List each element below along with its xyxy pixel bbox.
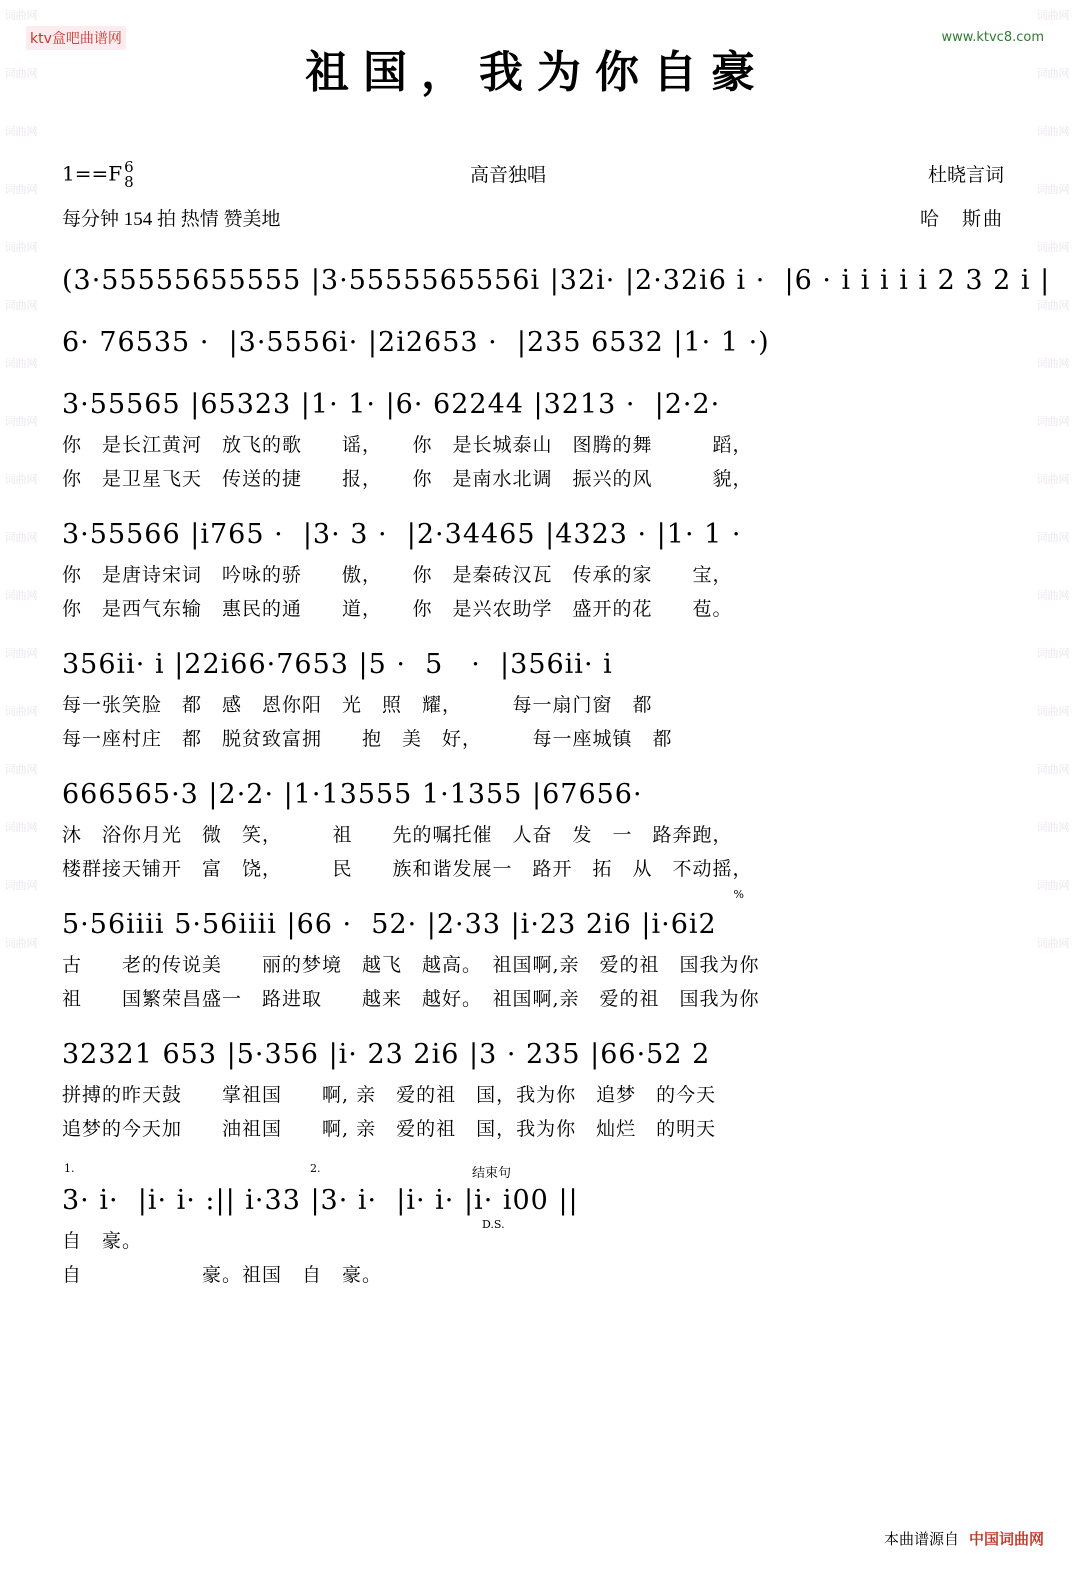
watermark-text: 词曲网 (1036, 357, 1070, 370)
system-verse-2 (0, 512, 1074, 626)
system-intro-2 (0, 320, 1074, 366)
watermark-text: 词曲网 (4, 589, 38, 602)
system-intro-1 (0, 258, 1074, 304)
watermark-text: 词曲网 (1036, 821, 1070, 834)
watermark-text: 词曲网 (4, 705, 38, 718)
watermark-text: 词曲网 (4, 763, 38, 776)
system-chorus-4 (0, 1032, 1074, 1146)
composer-credit: 哈 斯曲 (919, 209, 1004, 230)
watermark-text: 词曲网 (4, 415, 38, 428)
watermark-text: 词曲网 (1036, 125, 1070, 138)
watermark-text: 词曲网 (1036, 531, 1070, 544)
lyric-line-1: 你 是长江黄河 放飞的歌 谣， 你 是长城泰山 图腾的舞 蹈， (62, 434, 753, 456)
watermark-text: 词曲网 (4, 241, 38, 254)
lyric-line-1: 古 老的传说美 丽的梦境 越飞 越高。 祖国啊,亲 爱的祖 国我为你 (62, 954, 760, 976)
watermark-text: 词曲网 (4, 647, 38, 660)
watermark-text: 词曲网 (4, 299, 38, 312)
ending-bracket-1-label: 1. (64, 1162, 75, 1175)
lyric-line-1: 每一张笑脸 都 感 恩你阳 光 照 耀， 每一扇门窗 都 (62, 694, 653, 716)
site-tag: ktv盒吧曲谱网 (26, 26, 126, 50)
notation-line: 666565·3 |2·2· |1·13555 1·1355 |67656· (62, 779, 643, 810)
watermark-text: 词曲网 (4, 67, 38, 80)
lyric-line-1: 沐 浴你月光 微 笑， 祖 先的嘱托催 人奋 发 一 路奔跑， (62, 824, 733, 846)
lyric-line-2: 自 豪。祖国 自 豪。 (62, 1264, 383, 1286)
watermark-text: 词曲网 (1036, 299, 1070, 312)
lyric-line-2: 祖 国繁荣昌盛一 路进取 越来 越好。 祖国啊,亲 爱的祖 国我为你 (62, 988, 760, 1010)
key-text: 1==F (62, 161, 123, 186)
footer-text: 本曲谱源自 (883, 1530, 959, 1548)
music-sheet (0, 258, 1074, 1292)
notation-line: 32321 653 |5·356 |i· 23 2i6 |3 · 235 |66·52 2 (62, 1039, 711, 1070)
notation-line: (3·55555655555 |3·5555565556i |32i· |2·32i6 i · |6 · i i i i i 2 3 2 i | (62, 265, 1051, 296)
watermark-text: 词曲网 (1036, 473, 1070, 486)
lyricist-credit: 杜晓言词 (927, 165, 1004, 186)
watermark-text: 词曲网 (4, 937, 38, 950)
notation-line: 5·56iiii 5·56iiii |66 · 52· |2·33 |i·23 2i6 |i·6i2 (62, 909, 717, 940)
score-metadata (0, 152, 1074, 242)
watermark-text: 词曲网 (4, 821, 38, 834)
lyric-line-1: 自 豪。 (62, 1230, 143, 1252)
time-signature-bottom: 8 (124, 173, 134, 191)
watermark-text: 词曲网 (1036, 415, 1070, 428)
system-chorus-3 (0, 888, 1074, 1016)
watermark-text: 词曲网 (4, 125, 38, 138)
watermark-text: 词曲网 (4, 357, 38, 370)
system-ending (0, 1162, 1074, 1292)
ending-bracket-2-label: 2. (310, 1162, 321, 1175)
watermark-text: 词曲网 (1036, 763, 1070, 776)
watermark-text: 词曲网 (4, 531, 38, 544)
system-chorus-2 (0, 772, 1074, 886)
system-chorus-1 (0, 642, 1074, 756)
ds-label: D.S. (482, 1218, 505, 1231)
lyric-line-2: 楼群接天铺开 富 饶， 民 族和谐发展一 路开 拓 从 不动摇， (62, 858, 753, 880)
voice-type: 高音独唱 (470, 165, 547, 186)
time-signature (124, 160, 134, 190)
watermark-text: 词曲网 (4, 473, 38, 486)
tempo-marking: 每分钟 154 拍 热情 赞美地 (62, 209, 281, 230)
notation-line: 3· i· |i· i· :|| i·33 |3· i· |i· i· |i· i00 || (62, 1185, 579, 1216)
notation-line: 3·55566 |i765 · |3· 3 · |2·34465 |4323 · |1· 1 · (62, 519, 742, 550)
watermark-text: 词曲网 (1036, 647, 1070, 660)
lyric-line-1: 拼搏的昨天鼓 掌祖国 啊, 亲 爱的祖 国，我为你 追梦 的今天 (62, 1084, 717, 1106)
time-signature-top: 6 (124, 158, 134, 176)
lyric-line-2: 你 是卫星飞天 传送的捷 报， 你 是南水北调 振兴的风 貌， (62, 468, 753, 490)
watermark-text: 词曲网 (1036, 705, 1070, 718)
lyric-line-2: 你 是西气东输 惠民的通 道， 你 是兴农助学 盛开的花 苞。 (62, 598, 733, 620)
lyric-line-2: 每一座村庄 都 脱贫致富拥 抱 美 好， 每一座城镇 都 (62, 728, 673, 750)
key-signature (62, 160, 134, 190)
footer-site: 中国词曲网 (968, 1530, 1044, 1548)
lyric-line-1: 你 是唐诗宋词 吟咏的骄 傲， 你 是秦砖汉瓦 传承的家 宝， (62, 564, 733, 586)
watermark-text: 词曲网 (1036, 589, 1070, 602)
segno-icon: % (733, 888, 744, 901)
page-title: 祖国，我为你自豪 (305, 47, 769, 98)
system-verse-1 (0, 382, 1074, 496)
lyric-line-2: 追梦的今天加 油祖国 啊, 亲 爱的祖 国，我为你 灿烂 的明天 (62, 1118, 717, 1140)
watermark-text: 词曲网 (1036, 9, 1070, 22)
site-url: www.ktvc8.com (941, 30, 1044, 45)
notation-line: 6· 76535 · |3·5556i· |2i2653 · |235 6532 |1· 1 ·) (62, 327, 770, 358)
watermark-text: 词曲网 (1036, 937, 1070, 950)
coda-label: 结束句 (472, 1166, 512, 1181)
footer (884, 1528, 1044, 1549)
watermark-text: 词曲网 (4, 879, 38, 892)
watermark-text: 词曲网 (1036, 879, 1070, 892)
notation-line: 356ii· i |22i66·7653 |5 · 5 · |356ii· i (62, 649, 613, 680)
watermark-text: 词曲网 (4, 9, 38, 22)
watermark-text: 词曲网 (1036, 67, 1070, 80)
watermark-text: 词曲网 (1036, 241, 1070, 254)
watermark-text: 词曲网 (1036, 183, 1070, 196)
watermark-text: 词曲网 (4, 183, 38, 196)
notation-line: 3·55565 |65323 |1· 1· |6· 62244 |3213 · |2·2· (62, 389, 721, 420)
